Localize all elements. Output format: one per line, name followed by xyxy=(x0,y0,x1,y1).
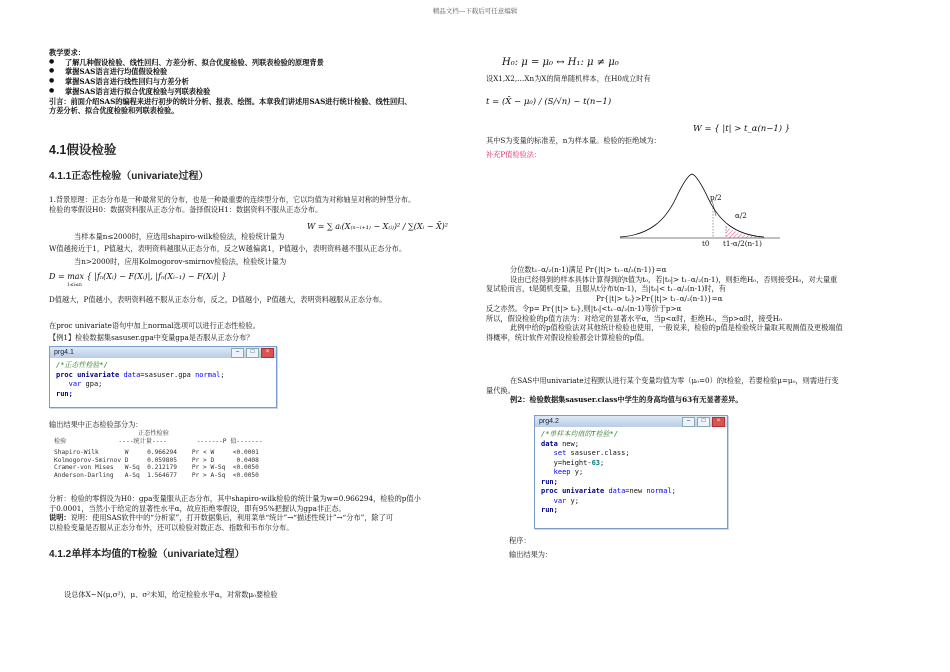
output-title: 输出结果中正态检验部分为： xyxy=(49,420,143,429)
pvalue-title: 补充P值检验法： xyxy=(486,150,542,159)
analysis-line-2: 于0.0001，当然小于给定的显著性水平α，故应拒绝零假设，即有95%把握认为gpa非正态。 xyxy=(49,503,346,513)
output-label: 输出结果为： xyxy=(509,550,553,559)
ks-formula: D = max { |fₙ(Xᵢ) − F(Xᵢ)|, |fₙ(Xᵢ₋₁) − F(Xᵢ)| } xyxy=(49,272,227,281)
q-line-4: Pr{|t|> t₀}>Pr{|t|> t₁₋α/₂(n-1)}=α xyxy=(596,294,723,304)
ks-intro: 当n>2000时，应用Kolmogorov-smirnov检验法，检验统计量为 xyxy=(74,257,287,266)
sample-line: 设X1,X2,…Xn为X的简单随机样本，在H0成立时有 xyxy=(486,74,651,83)
ks-explain: D值越大，P值越小，表明资料越不服从正态分布，反之，D值越小，P值越大，表明资料越服从正态分布。 xyxy=(49,295,387,304)
ks-subscript: 1≤i≤n xyxy=(67,283,82,288)
requirement-item: ● 了解几种假设检验、线性回归、方差分析、拟合优度检验、列联表检验的原理背景 xyxy=(49,58,469,68)
example-2: 例2：检验数据集sasuser.class中学生的身高均值与63有无显著差异。 xyxy=(510,395,743,405)
sw-explain: W值越接近于1，P值越大，表明资料越服从正态分布，反之W越偏离1，P值越小，表明资料越不服从正态分布。 xyxy=(49,244,407,253)
code-line: keep y; xyxy=(553,468,584,476)
quantile-para xyxy=(486,265,926,343)
window-titlebar[interactable] xyxy=(535,416,727,427)
output-table xyxy=(54,430,324,480)
left-column xyxy=(49,48,469,116)
sas-line-1: 在SAS中用univariate过程默认进行某个变量均值为零（μ₀=0）的t检验，若要检验μ=μ₀，则需进行变 xyxy=(510,376,839,385)
intro-line-1: 引言：前面介绍SAS的编程来进行初步的统计分析、报表、绘图。本章我们讲述用SAS进行统计检验、线性回归、 xyxy=(49,96,412,106)
output-row: Cramer-von Mises W-Sq 0.212179 Pr > W-Sq <0.0050 xyxy=(54,464,259,472)
code-comment: /*单样本均值的T检验*/ xyxy=(541,430,619,438)
requirements-list xyxy=(49,58,469,97)
output-row: Shapiro-Wilk W 0.966294 Pr < W <0.0001 xyxy=(54,449,259,457)
minimize-icon[interactable]: – xyxy=(682,417,695,427)
program-label: 程序： xyxy=(509,536,531,545)
q-line-2: 设由已经得到的样本具体计算得到的t值为t₀，若|t₀|> t₁₋α/₂(n-1)，则拒绝H₀，否则接受H₀，对大量重 xyxy=(510,274,838,284)
section-4-1-2-title: 4.1.2单样本均值的T检验（univariate过程） xyxy=(49,549,245,560)
requirement-item: ● 掌握SAS语言进行均值假设检验 xyxy=(49,67,469,77)
figure-label-a2: α/2 xyxy=(735,211,747,220)
proc-note: 在proc univariate语句中加上normal选项可以进行正态性检验。 xyxy=(49,321,260,330)
code-line: var y; xyxy=(553,496,579,505)
code-line: run; xyxy=(541,477,558,486)
code-comment: /*正态性检验*/ xyxy=(56,361,108,369)
s-note: 其中S为变量的标准差，n为样本量。检验的拒绝域为： xyxy=(486,136,661,145)
code-editor[interactable] xyxy=(50,358,276,402)
sas-para xyxy=(486,376,926,405)
q-line-6: 所以，假设检验的p值方法为：对给定的显著水平α，当p<α时，拒绝H₀，当p>α时，接受H₀ xyxy=(486,313,782,323)
window-title: prg4.1 xyxy=(54,349,74,356)
q-line-5: 反之亦然。令p= Pr{|t|> t₀},则|t₀|<t₁₋α/₂(n-1)等价于p>α xyxy=(486,303,682,313)
sw-formula: W = ∑ aᵢ(X₍ₙ₋ᵢ₊₁₎ − X₍ᵢ₎)² / ∑(Xᵢ − X̄)² xyxy=(307,222,448,231)
close-icon[interactable]: × xyxy=(261,348,274,358)
window-controls xyxy=(682,417,725,427)
code-line: data new; xyxy=(541,439,579,448)
code-line: y=height-63; xyxy=(541,458,605,467)
code-line: set sasuser.class; xyxy=(553,449,630,457)
output-row: Kolmogorov-Smirnov D 0.059805 Pr > D 0.0408 xyxy=(54,456,259,464)
maximize-icon[interactable]: □ xyxy=(246,348,259,358)
code-line: proc univariate data=new normal; xyxy=(541,487,676,495)
intro-line-2: 方差分析、拟合优度检验和列联表检验。 xyxy=(49,106,179,116)
note-line-1: 说明：说明：使用SAS软件中的“分析家”，打开数据集后，利用菜单“统计”→“描述性统计”→“分布”，除了可 xyxy=(49,513,393,523)
q-line-3: 复试验而言，t是随机变量，且服从t分布t(n-1)，当|t₀|< t₁₋α/₂(n-1)时，有 xyxy=(486,284,726,294)
output-header: 检验 ----统计量---- -------P 值------- xyxy=(54,437,263,445)
figure-label-t0: t0 xyxy=(702,239,710,248)
q-line-7: 此例中给的p值检验法对其他统计检验也使用，一般说来，检验的p值是检验统计量取其观测值及更极端值 xyxy=(510,323,843,333)
minimize-icon[interactable]: – xyxy=(231,348,244,358)
hypotheses: H₀: μ = μ₀ ↔ H₁: μ ≠ μ₀ xyxy=(502,57,619,68)
bottom-line: 设总体X~N(μ,σ²)，μ、σ²未知，给定检验水平α，对常数μ₀要检验 xyxy=(64,590,278,599)
sw-intro: 当样本量n≤2000时，应选用shapiro-wilk检验法，检验统计量为 xyxy=(74,232,285,241)
section-4-1-1-title: 4.1.1正态性检验（univariate过程） xyxy=(49,171,209,182)
maximize-icon[interactable]: □ xyxy=(697,417,710,427)
figure-label-ta: t1-α/2(n-1) xyxy=(723,239,762,248)
t-formula: t = (X̄ − μ₀) / (S/√n) ~ t(n−1) xyxy=(486,97,612,107)
q-line-8: 得概率，统计软件对假设检验都会计算检验的p值。 xyxy=(486,333,649,343)
background-para xyxy=(49,195,479,214)
output-caption: 正态性检验 xyxy=(138,430,169,437)
q-line-1: 分位数t₁₋α/₂(n-1)满足 Pr{|t|> t₁₋α/₂(n-1)}=α xyxy=(510,265,667,274)
bg-line-2: 检验的零假设H0：数据资料服从正态分布。备择假设H1：数据资料不服从正态分布。 xyxy=(49,204,323,214)
code-editor[interactable] xyxy=(535,427,727,519)
sas-window-prg42[interactable] xyxy=(534,415,728,529)
sas-window-prg41[interactable] xyxy=(49,346,277,408)
code-line: run; xyxy=(541,506,558,514)
requirements-title: 教学要求： xyxy=(49,48,85,57)
note-line-2: 以检验变量是否服从正态分布外，还可以检验对数正态、指数和韦布尔分布。 xyxy=(49,523,294,533)
section-4-1-title: 4.1假设检验 xyxy=(49,143,117,157)
requirement-item: ● 掌握SAS语言进行线性回归与方差分析 xyxy=(49,77,469,87)
bg-line-1: 1.背景原理：正态分布是一种最常见的分布，也是一种最重要的连续型分布，它以均值为对称轴呈对称的钟型分布。 xyxy=(49,195,416,204)
analysis-para xyxy=(49,494,479,533)
requirement-item: ● 掌握SAS语言进行拟合优度检验与列联表检验 xyxy=(49,87,469,97)
close-icon[interactable]: × xyxy=(712,417,725,427)
reject-region: W = { |t| > t_α(n−1) } xyxy=(693,124,791,134)
sas-line-2: 量代换。 xyxy=(486,385,515,395)
figure-label-p2: p/2 xyxy=(710,193,722,202)
density-curve xyxy=(620,174,764,237)
output-row: Anderson-Darling A-Sq 1.564677 Pr > A-Sq <0.0050 xyxy=(54,471,259,479)
example-1: 【例1】检验数据集sasuser.gpa中变量gpa是否服从正态分布？ xyxy=(49,333,254,342)
code-line: run; xyxy=(56,389,73,398)
code-line: proc univariate data=sasuser.gpa normal; xyxy=(56,370,225,379)
code-line: var gpa; xyxy=(68,380,103,388)
window-controls xyxy=(231,348,274,358)
window-titlebar[interactable] xyxy=(50,347,276,358)
analysis-line-1: 分析：检验的零假设为H0：gpa变量服从正态分布，其中shapiro-wilk检验的统计量为w=0.966294，检验的p值小 xyxy=(49,494,421,503)
page-header: 精品文档---下载后可任意编辑 xyxy=(432,7,518,15)
window-title: prg4.2 xyxy=(539,418,559,425)
